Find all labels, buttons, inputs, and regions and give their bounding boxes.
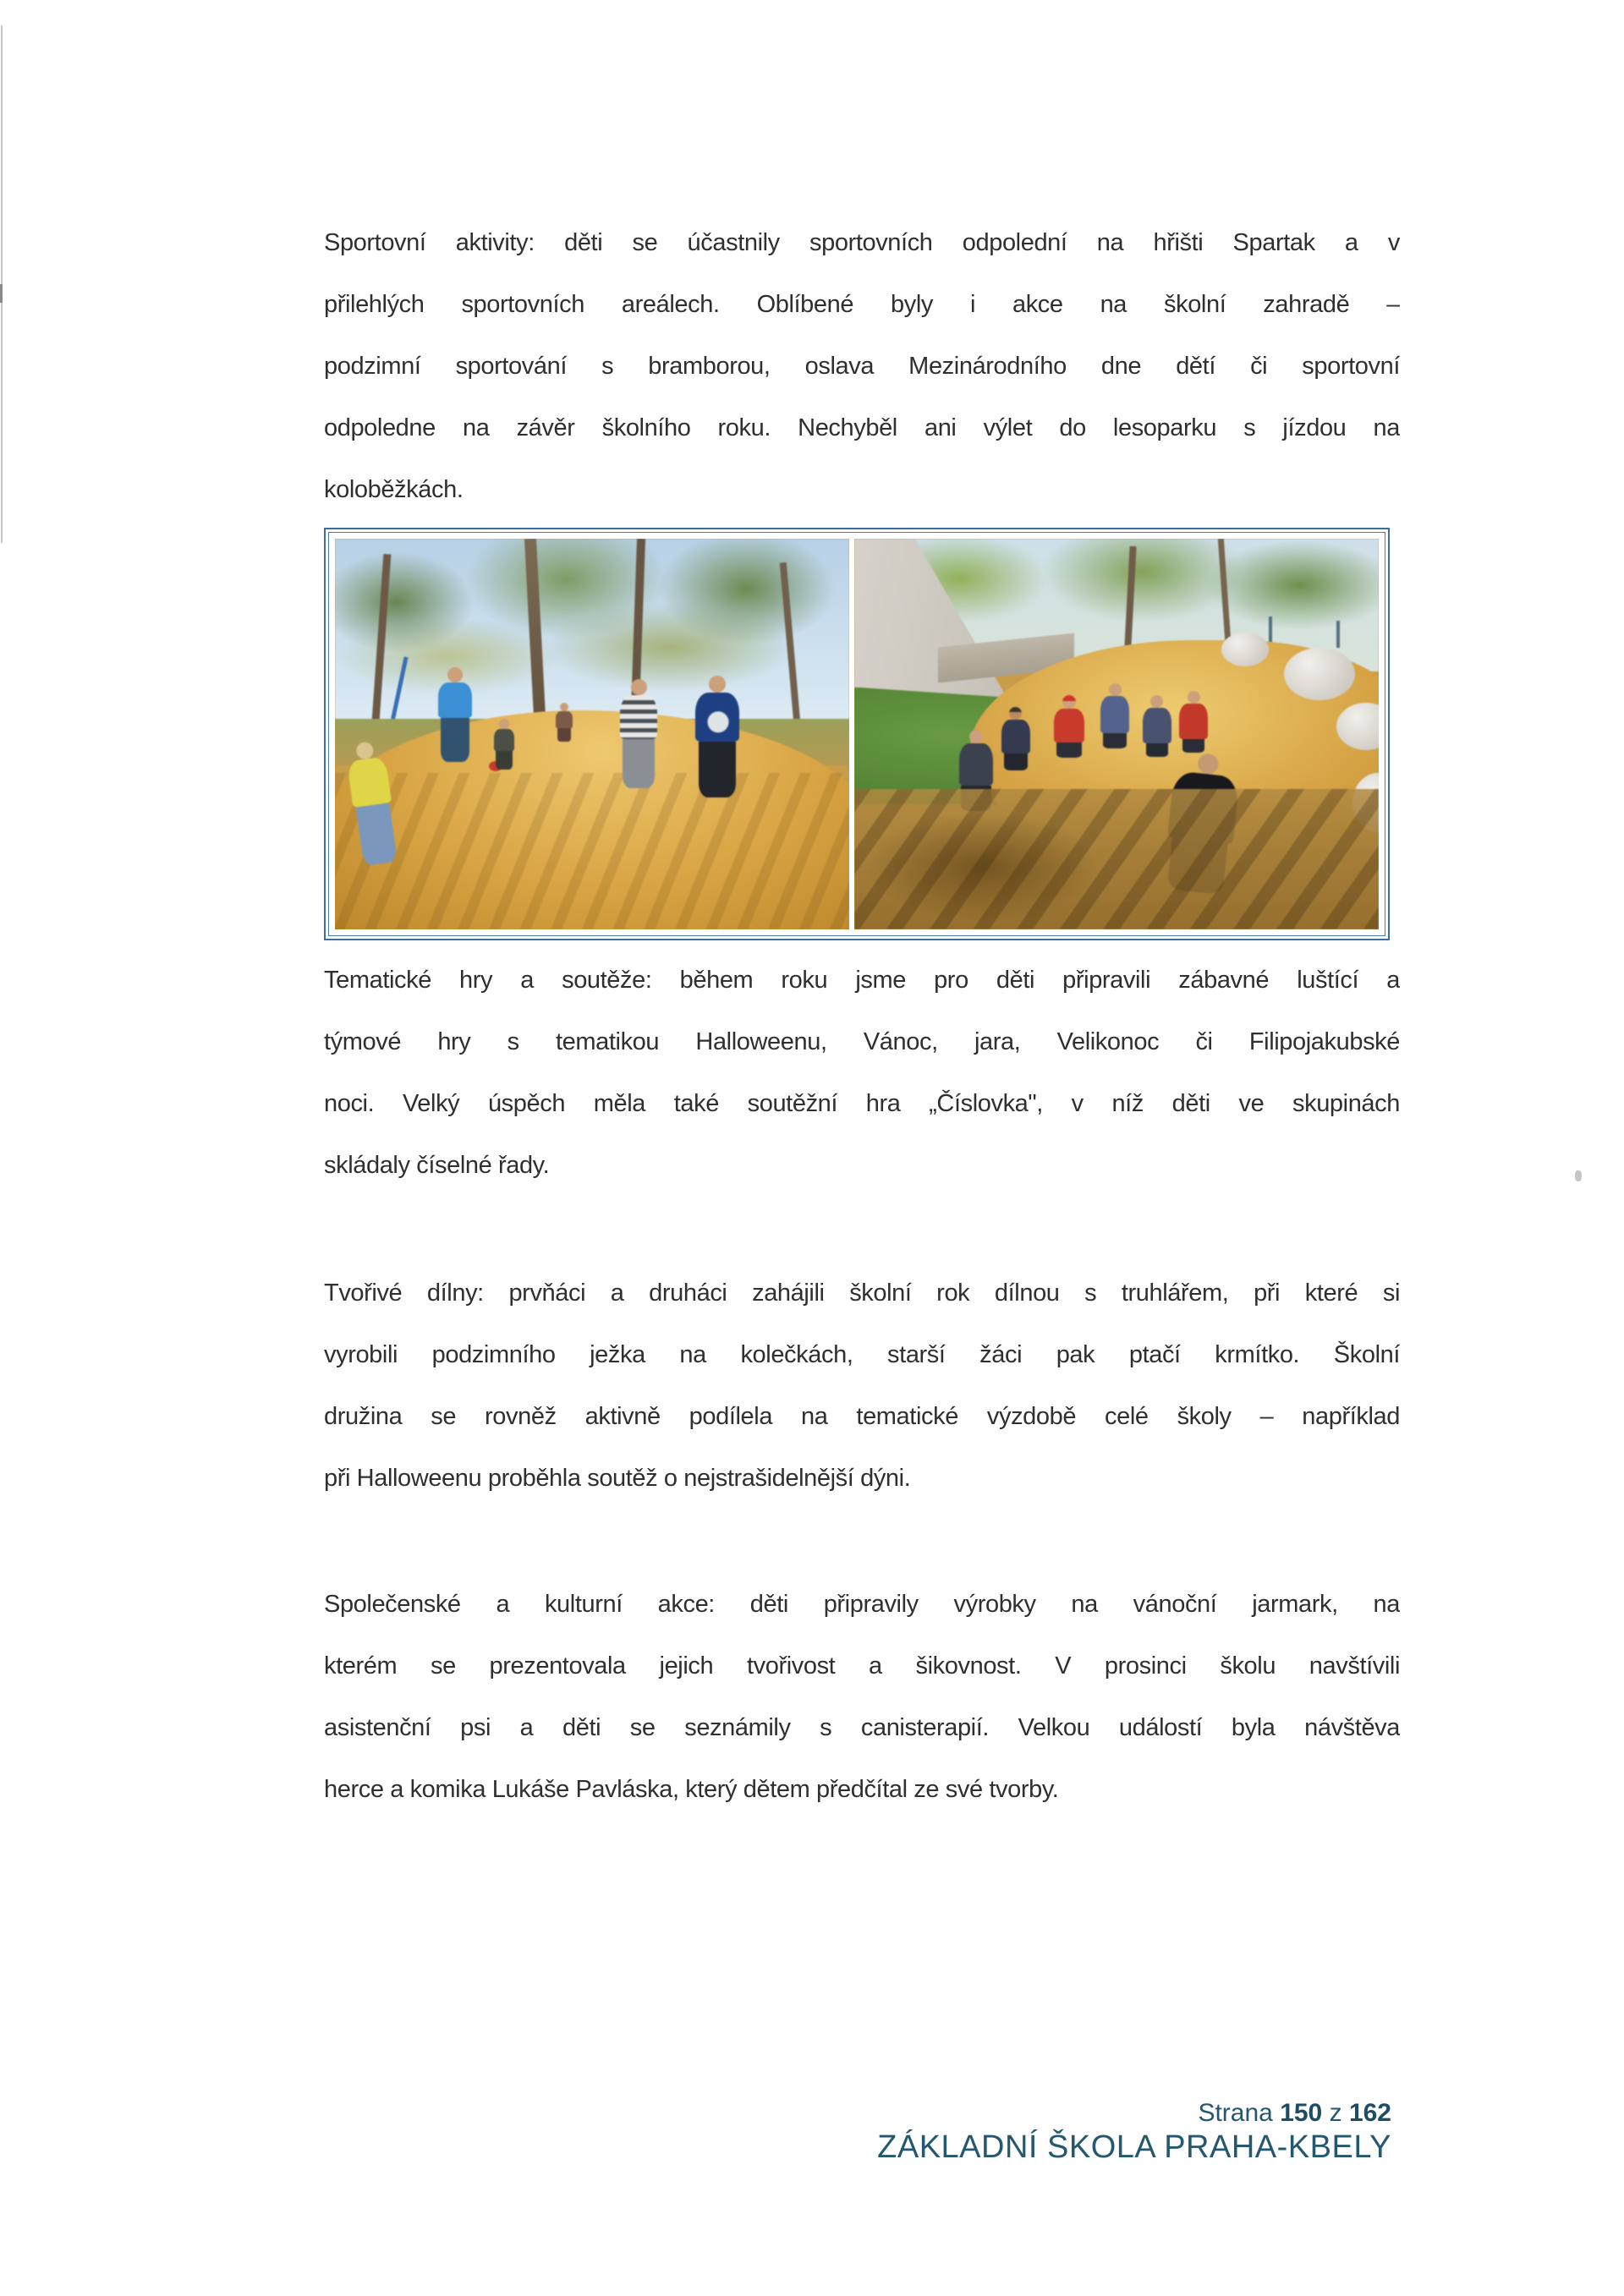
photo-children-sand-mound	[854, 539, 1379, 929]
child-torso	[1179, 704, 1208, 739]
child-head	[1009, 707, 1022, 720]
text-line: vyrobili podzimního ježka na kolečkách, starší žáci pak ptačí krmítko. Školní	[324, 1341, 1400, 1368]
text-line: asistenční psi a děti se seznámily s canisterapií. Velkou událostí byla návštěva	[324, 1714, 1400, 1741]
child-head	[560, 703, 568, 711]
child-torso	[1001, 720, 1030, 753]
fence-post	[1336, 621, 1340, 648]
text-line: Společenské a kulturní akce: děti připravily výrobky na vánoční jarmark, na	[324, 1591, 1400, 1618]
school-name: ZÁKLADNÍ ŠKOLA PRAHA-KBELY	[877, 2129, 1391, 2165]
text-line: herce a komika Lukáše Pavláska, který dětem předčítal ze své tvorby.	[324, 1776, 1059, 1803]
photo-art	[335, 539, 849, 929]
paragraph-tvorive-dilny	[324, 1263, 1400, 1510]
photo-grid-frame	[324, 528, 1390, 940]
page-number-of: z	[1329, 2099, 1342, 2127]
child-legs	[1146, 743, 1168, 757]
scan-artifact-dot	[1575, 1170, 1582, 1181]
page-number-total: 162	[1348, 2099, 1391, 2127]
child-figure-red-shirt	[1179, 691, 1208, 753]
child-head	[969, 730, 983, 743]
child-torso	[1100, 696, 1129, 733]
text-line: Tematické hry a soutěže: během roku jsme pro děti připravili zábavné luštící a	[324, 967, 1400, 994]
text-line: podzimní sportování s bramborou, oslava Mezinárodního dne dětí či sportovní	[324, 353, 1400, 380]
child-figure-striped-shirt	[620, 679, 657, 788]
child-head	[447, 667, 463, 682]
photo-children-sand-pile	[335, 539, 849, 929]
text-line: Tvořivé dílny: prvňáci a druháci zahájili školní rok dílnou s truhlářem, při které si	[324, 1280, 1400, 1307]
paragraph-sportovni-aktivity	[324, 212, 1400, 521]
child-head	[1188, 691, 1200, 704]
child-legs	[441, 718, 469, 762]
sand-shadow-streaks	[335, 773, 849, 929]
child-torso	[620, 695, 657, 739]
child-head	[1150, 695, 1163, 708]
child-head	[631, 679, 647, 695]
child-torso	[1054, 709, 1084, 743]
child-torso	[1143, 708, 1171, 743]
child-figure	[494, 719, 514, 770]
child-torso	[959, 743, 993, 786]
page-number-current: 150	[1280, 2099, 1323, 2127]
child-legs	[496, 751, 513, 770]
paragraph-spolecenske-akce	[324, 1574, 1400, 1821]
child-head	[1197, 753, 1219, 775]
child-legs	[1004, 753, 1028, 770]
text-line: při Halloweenu proběhla soutěž o nejstrašidelnější dýni.	[324, 1465, 911, 1492]
text-line: Sportovní aktivity: děti se účastnily sportovních odpolední na hřišti Spartak a v	[324, 229, 1400, 256]
child-legs	[557, 728, 571, 742]
text-line: skládaly číselné řady.	[324, 1152, 550, 1179]
text-line: odpoledne na závěr školního roku. Nechyběl ani výlet do lesoparku s jízdou na	[324, 414, 1400, 441]
stone-boulder	[1221, 633, 1269, 666]
child-figure	[556, 703, 573, 742]
child-torso	[695, 693, 739, 742]
child-torso	[494, 729, 514, 751]
child-figure	[1100, 683, 1129, 748]
photo-art	[854, 539, 1379, 929]
child-torso	[347, 757, 392, 808]
child-head	[1109, 683, 1122, 696]
child-legs	[356, 803, 398, 866]
child-figure-navy-shirt	[695, 676, 739, 797]
child-legs	[1103, 733, 1127, 748]
shadow-patch	[864, 812, 1100, 921]
child-legs	[623, 739, 655, 788]
text-line: noci. Velký úspěch měla také soutěžní hra „Číslovka", v níž děti ve skupinách	[324, 1090, 1400, 1117]
page-footer	[877, 2098, 1391, 2166]
child-legs	[1056, 743, 1082, 758]
child-torso	[438, 682, 472, 718]
text-line: kterém se prezentovala jejich tvořivost a šikovnost. V prosinci školu navštívili	[324, 1652, 1400, 1680]
child-legs	[699, 742, 736, 797]
text-line: přilehlých sportovních areálech. Oblíbené byly i akce na školní zahradě –	[324, 291, 1400, 318]
text-line: koloběžkách.	[324, 476, 464, 503]
child-torso	[556, 711, 573, 728]
child-figure	[1143, 695, 1171, 757]
child-figure-red-cap	[1054, 695, 1084, 758]
scan-artifact-line-dark	[0, 284, 3, 303]
child-figure	[438, 667, 472, 762]
text-line: družina se rovněž aktivně podílela na tematické výzdobě celé školy – například	[324, 1403, 1400, 1430]
text-line: týmové hry s tematikou Halloweenu, Vánoc, jara, Velikonoc či Filipojakubské	[324, 1028, 1400, 1055]
child-head	[709, 676, 726, 693]
child-head	[1062, 695, 1076, 709]
page-number-prefix: Strana	[1198, 2099, 1273, 2127]
photo-grid	[328, 532, 1385, 936]
child-head	[499, 719, 509, 729]
paragraph-tematicke-hry	[324, 950, 1400, 1197]
page-number-line	[877, 2098, 1391, 2129]
child-figure	[1001, 707, 1030, 770]
